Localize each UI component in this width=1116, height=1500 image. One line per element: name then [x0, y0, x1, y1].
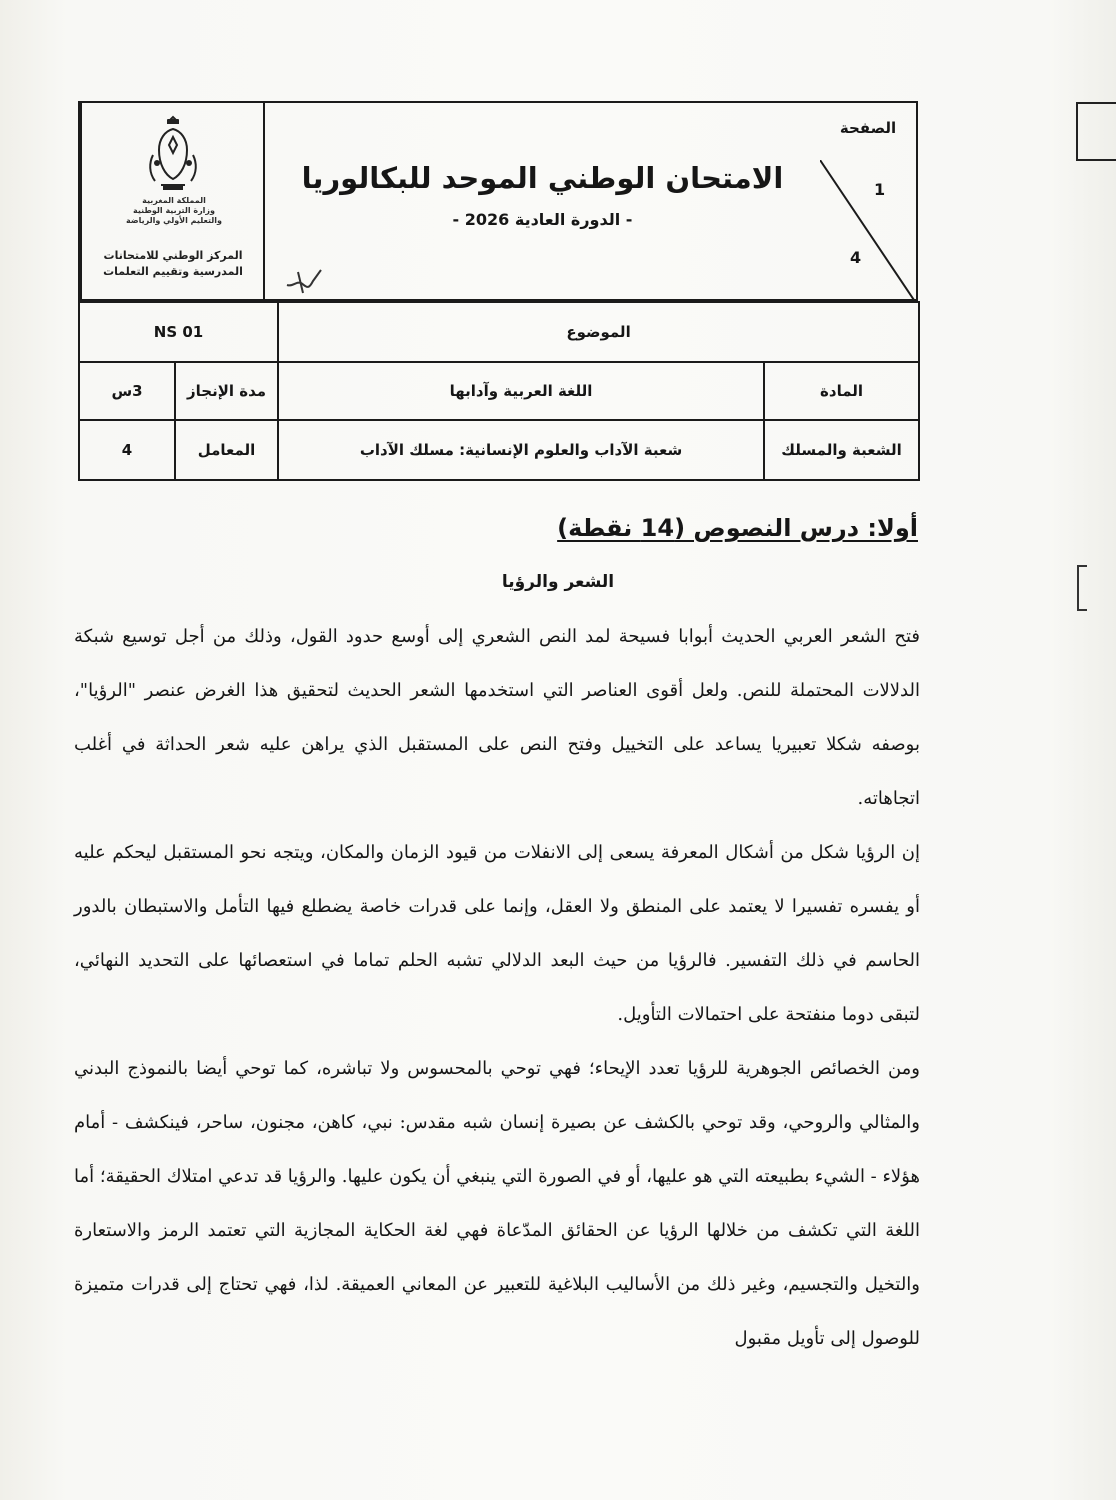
subject-label-cell: المادة	[764, 362, 919, 420]
exam-title: الامتحان الوطني الموحد للبكالوريا	[301, 161, 784, 195]
exam-header-box	[78, 101, 918, 301]
ministry-text	[99, 196, 249, 226]
duration-value-cell: 3س	[79, 362, 175, 420]
exam-code-cell: NS 01	[79, 302, 278, 362]
body-paragraph: ومن الخصائص الجوهرية للرؤيا تعدد الإيحاء؛ فهي توحي بالمحسوس ولا تباشره، كما توحي أيضا بالنموذج البدني والمثالي والروحي، وقد توحي بالكشف عن بصيرة إنسان شبه مقدس: نبي، كاهن، مجنون، ساحر، فينكشف - أمام هؤلاء - الشيء بطبيعته التي هو عليها، أو في الصورة التي ينبغي أن يكون عليها. والرؤيا قد تدعي امتلاك الحقيقة؛ أما اللغة التي تكشف من خلالها الرؤيا عن الحقائق المدّعاة فهي لغة الحكاية المجازية التي تعتمد الرمز والاستعارة والتخيل والتجسيم، وغير ذلك من الأساليب البلاغية للتعبير عن المعاني العميقة. لذا، فهي تحتاج إلى قدرات متميزة للوصول إلى تأويل مقبول	[74, 1058, 920, 1349]
ministry-text-line-2: والتعليم الأولي والرياضة	[126, 216, 222, 225]
page-total: 4	[850, 248, 862, 267]
page-divider-line	[820, 160, 916, 303]
ministry-text-line-1: وزارة التربية الوطنية	[132, 206, 215, 215]
page-label: الصفحة	[839, 119, 897, 137]
exam-center-name: المركز الوطني للامتحانات المدرسية وتقييم التعلمات	[103, 249, 243, 278]
logo-cell	[80, 103, 263, 299]
subject-heading-cell: الموضوع	[278, 302, 919, 362]
kingdom-text-line: المملكة المغربية	[142, 196, 206, 205]
body-paragraph: إن الرؤيا شكل من أشكال المعرفة يسعى إلى الانفلات من قيود الزمان والمكان، ويتجه نحو المستقبل ليحكم عليه أو يفسره تفسيرا لا يعتمد على المنطق ولا العقل، وإنما على قدرات خاصة يضطلع فيها التأمل والاستبطان بالدور الحاسم في ذلك التفسير. فالرؤيا من حيث البعد الدلالي تشبه الحلم تماما في استعصائها على التحديد النهائي، لتبقى دوما منفتحة على احتمالات التأويل.	[74, 842, 920, 1025]
coefficient-label-cell: المعامل	[175, 420, 278, 480]
exam-info-table	[78, 301, 920, 481]
handwritten-mark-icon	[283, 267, 325, 297]
paragraph-3-wrapper	[74, 1042, 920, 1366]
right-margin-bracket	[1076, 86, 1116, 166]
subject-value-cell: اللغة العربية وآدابها	[278, 362, 764, 420]
duration-label-cell: مدة الإنجاز	[175, 362, 278, 420]
body-paragraph: فتح الشعر العربي الحديث أبوابا فسيحة لمد النص الشعري إلى أوسع حدود القول، وذلك من أجل توسيع شبكة الدلالات المحتملة للنص. ولعل أقوى العناصر التي استخدمها الشعر الحديث لتحقيق هذا الغرض عنصر "الرؤيا"، بوصفه شكلا تعبيريا يساعد على التخييل وفتح النص على المستقبل الذي يراهن عليه شعر الحداثة في أغلب اتجاهاته.	[74, 626, 920, 809]
text-title: الشعر والرؤيا	[501, 572, 615, 592]
page-number-cell	[820, 103, 916, 299]
paragraph-2-wrapper	[74, 826, 920, 1042]
section-heading: أولا: درس النصوص (14 نقطة)	[557, 514, 918, 542]
title-cell	[263, 103, 820, 299]
exam-session: - الدورة العادية 2026 -	[452, 210, 633, 229]
page-number: 1	[874, 180, 886, 199]
paragraph-1-wrapper	[74, 610, 920, 826]
coefficient-value-cell: 4	[79, 420, 175, 480]
track-value-cell: شعبة الآداب والعلوم الإنسانية: مسلك الآداب	[278, 420, 764, 480]
track-label-cell: الشعبة والمسلك	[764, 420, 919, 480]
